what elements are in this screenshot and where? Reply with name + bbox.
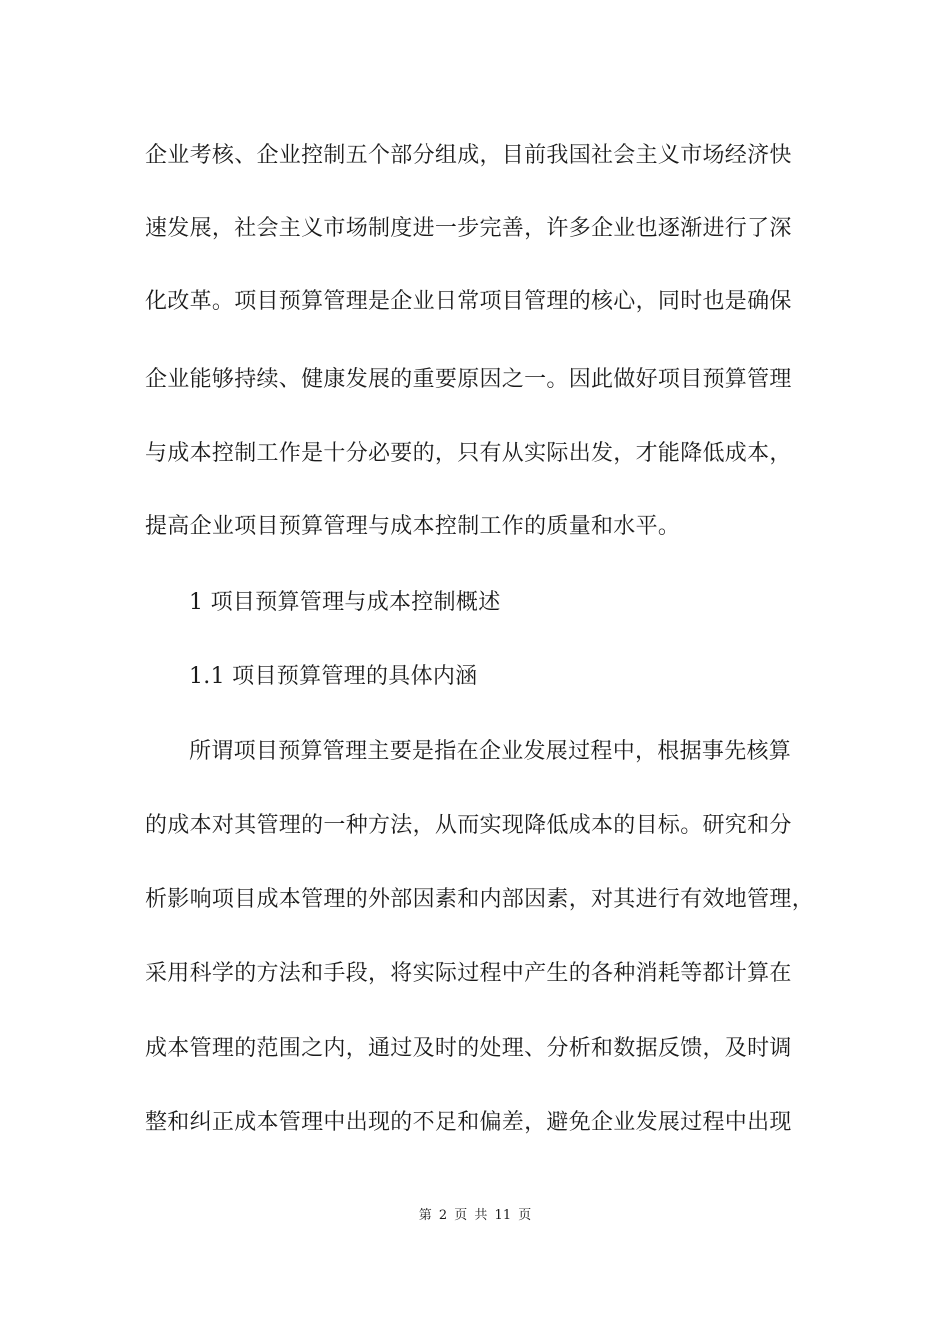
- body-text-line: 提高企业项目预算管理与成本控制工作的质量和水平。: [145, 514, 681, 539]
- subsection-heading: 1.1 项目预算管理的具体内涵: [189, 664, 478, 689]
- body-text-line: 所谓项目预算管理主要是指在企业发展过程中，根据事先核算: [189, 739, 792, 764]
- section-heading: 1 项目预算管理与成本控制概述: [189, 590, 501, 615]
- body-text-line: 析影响项目成本管理的外部因素和内部因素，对其进行有效地管理，: [145, 887, 815, 912]
- body-text-line: 企业考核、企业控制五个部分组成，目前我国社会主义市场经济快: [145, 143, 792, 168]
- body-text-line: 的成本对其管理的一种方法，从而实现降低成本的目标。研究和分: [145, 813, 792, 838]
- page-number-footer: 第 2 页 共 11 页: [418, 1208, 532, 1223]
- body-text-line: 速发展，社会主义市场制度进一步完善，许多企业也逐渐进行了深: [145, 216, 792, 241]
- body-text-line: 企业能够持续、健康发展的重要原因之一。因此做好项目预算管理: [145, 367, 792, 392]
- body-text-line: 采用科学的方法和手段，将实际过程中产生的各种消耗等都计算在: [145, 961, 792, 986]
- body-text-line: 成本管理的范围之内，通过及时的处理、分析和数据反馈，及时调: [145, 1036, 792, 1061]
- body-text-line: 整和纠正成本管理中出现的不足和偏差，避免企业发展过程中出现: [145, 1110, 792, 1135]
- body-text-line: 与成本控制工作是十分必要的，只有从实际出发，才能降低成本，: [145, 441, 792, 466]
- body-text-line: 化改革。项目预算管理是企业日常项目管理的核心，同时也是确保: [145, 289, 792, 314]
